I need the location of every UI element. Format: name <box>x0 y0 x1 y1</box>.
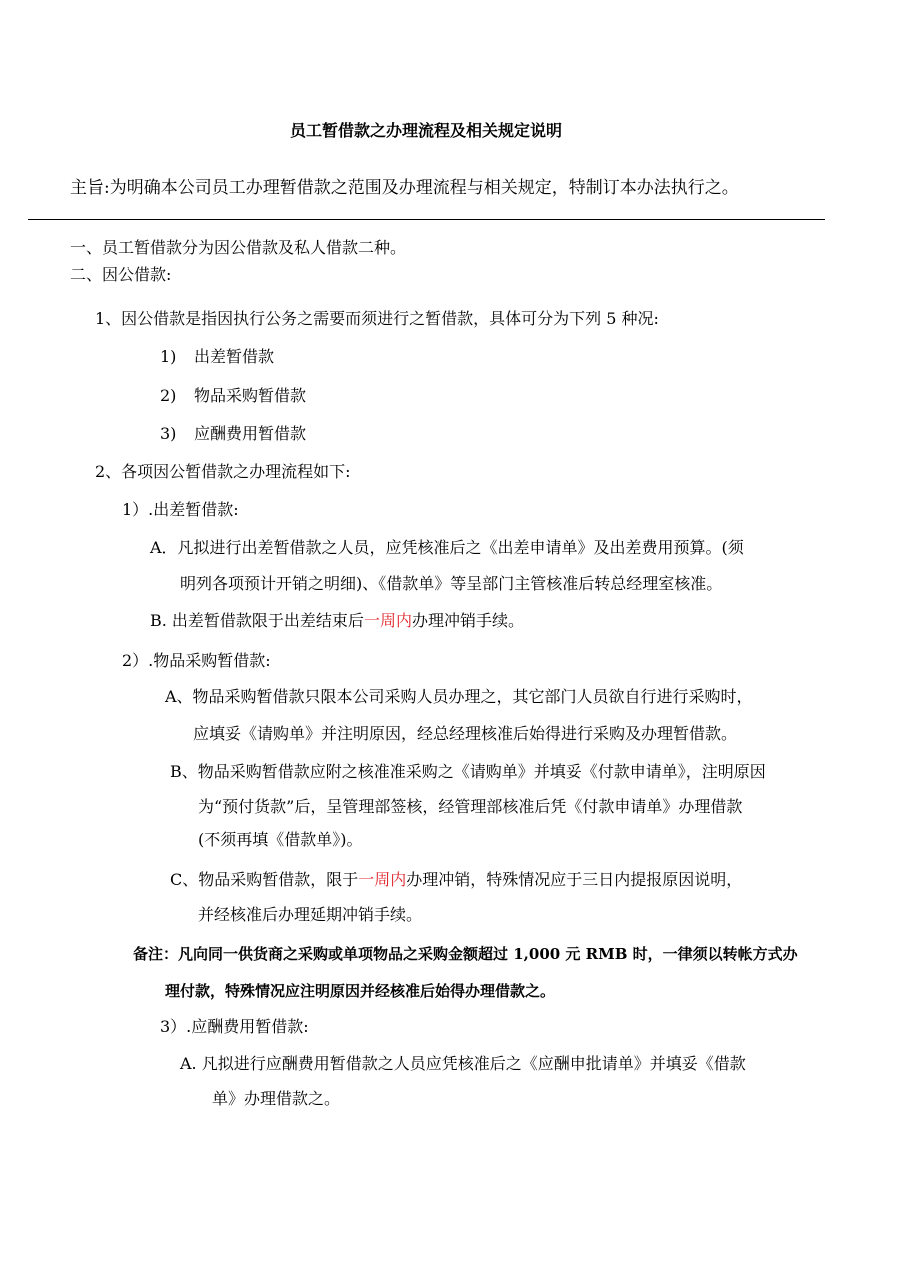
sub-1-heading: 1）.出差暂借款: <box>122 500 239 519</box>
sub-2-c-text-end: 办理冲销，特殊情况应于三日内提报原因说明， <box>406 870 743 889</box>
sub-3-heading: 3）.应酬费用暂借款: <box>160 1017 309 1036</box>
section-2-heading: 二、因公借款: <box>70 265 172 284</box>
type-number: 2) <box>160 386 177 405</box>
sub-1-b-text-end: 办理冲销手续。 <box>411 611 524 630</box>
note-line-2: 理付款，特殊情况应注明原因并经核准后始得办理借款之。 <box>165 982 556 1000</box>
sub-2-a-line-2: 应填妥《请购单》并注明原因，经总经理核准后始得进行采购及办理暂借款。 <box>193 724 738 743</box>
item-1: 1、因公借款是指因执行公务之需要而须进行之暂借款，具体可分为下列 5 种况: <box>95 309 659 328</box>
sub-2-b-line-1: B、物品采购暂借款应附之核准准采购之《请购单》并填妥《付款申请单》，注明原因 <box>170 762 766 781</box>
item-2: 2、各项因公暂借款之办理流程如下: <box>95 462 351 481</box>
type-item-2 <box>160 386 306 406</box>
sub-2-c-text: C、物品采购暂借款，限于 <box>170 870 359 889</box>
sub-1-b-text: B. 出差暂借款限于出差结束后 <box>150 611 364 630</box>
purpose-statement: 主旨:为明确本公司员工办理暂借款之范围及办理流程与相关规定，特制订本办法执行之。 <box>70 178 739 198</box>
horizontal-divider <box>28 219 825 220</box>
sub-1-a-line-2: 明列各项预计开销之明细)、《借款单》等呈部门主管核准后转总经理室核准。 <box>180 574 723 593</box>
sub-2-c-line-2: 并经核准后办理延期冲销手续。 <box>198 905 423 924</box>
type-label: 应酬费用暂借款 <box>194 424 307 443</box>
sub-2-c-line-1 <box>170 870 742 890</box>
highlight-one-week: 一周内 <box>358 870 407 889</box>
type-item-1 <box>160 347 274 367</box>
sub-2-b-line-2: 为“预付货款”后，呈管理部签核，经管理部核准后凭《付款申请单》办理借款 <box>198 797 743 816</box>
type-number: 1) <box>160 347 177 366</box>
type-item-3 <box>160 424 306 444</box>
sub-2-b-line-3: (不须再填《借款单》)。 <box>198 830 363 849</box>
document-title: 员工暂借款之办理流程及相关规定说明 <box>290 121 563 140</box>
sub-2-heading: 2）.物品采购暂借款: <box>122 651 271 670</box>
type-number: 3) <box>160 424 177 443</box>
sub-1-a-line-1: A．凡拟进行出差暂借款之人员，应凭核准后之《出差申请单》及出差费用预算。(须 <box>150 538 744 557</box>
sub-3-a-line-2: 单》办理借款之。 <box>212 1089 341 1108</box>
highlight-one-week: 一周内 <box>363 611 412 630</box>
section-1: 一、员工暂借款分为因公借款及私人借款二种。 <box>70 238 407 257</box>
sub-3-a-line-1: A. 凡拟进行应酬费用暂借款之人员应凭核准后之《应酬申批请单》并填妥《借款 <box>180 1054 746 1073</box>
type-label: 出差暂借款 <box>194 347 275 366</box>
sub-1-b <box>150 611 524 631</box>
note-line-1: 备注：凡向同一供货商之采购或单项物品之采购金额超过 1,000 元 RMB 时，一律须以转帐方式办 <box>133 945 798 963</box>
type-label: 物品采购暂借款 <box>194 386 307 405</box>
sub-2-a-line-1: A、物品采购暂借款只限本公司采购人员办理之，其它部门人员欲自行进行采购时， <box>165 687 753 706</box>
